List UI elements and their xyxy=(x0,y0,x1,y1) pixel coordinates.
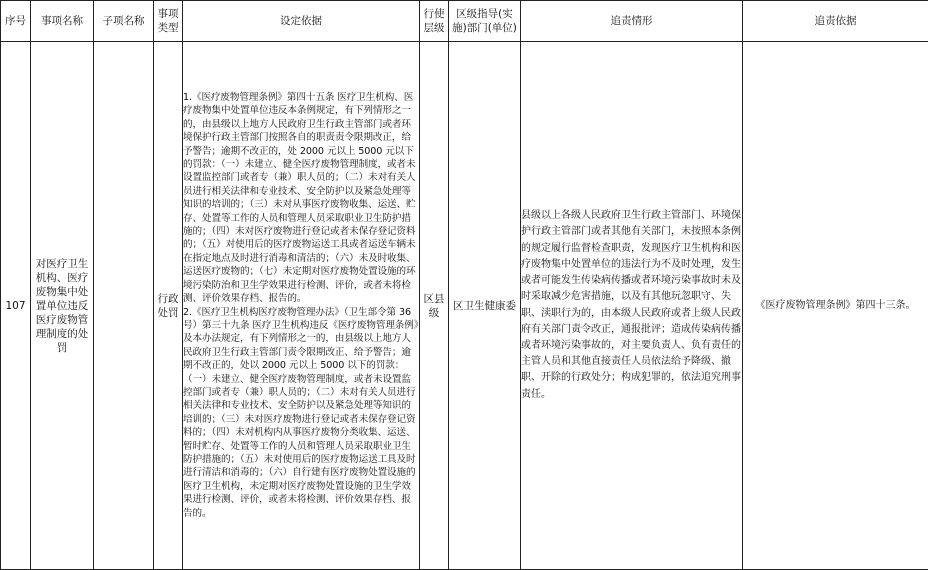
basis-paragraph-1: 1.《医疗废物管理条例》第四十五条 医疗卫生机构、医疗废物集中处置单位违反本条例规定，有下列情形之一的，由县级以上地方人民政府卫生行政主管部门或者环境保护行政主管部门按照各自的职责责令限期改正，给予警告；逾期不改正的，处 2000 元以上 5000 元以下的罚款：（一）未建立、健全医疗废物管理制度，或者未设置监控部门或者专（兼）职人员的；（二）未对有关人员进行相关法律和专业技术、安全防护以及紧急处理等知识的培训的；（三）未对从事医疗废物收集、运送、贮存、处置等工作的人员和管理人员采取职业卫生防护措施的；（四）未对医疗废物进行登记或者未保存登记资料的；（五）对使用后的医疗废物运送工具或者运送车辆未在指定地点及时进行消毒和清洁的；（六）未及时收集、运送医疗废物的；（七）未定期对医疗废物处置设施的环境污染防治和卫生学效果进行检测、评价，或者未将检测、评价效果存档、报告的。 xyxy=(183,92,416,305)
table-row xyxy=(1,42,928,570)
header-level-line2: 层级 xyxy=(423,22,445,34)
header-dept-line2: 施)部门(单位) xyxy=(452,22,517,34)
header-level-line1: 行使 xyxy=(423,8,445,20)
header-item-type-line1: 事项 xyxy=(157,8,179,20)
cell-subitem-name xyxy=(94,42,154,570)
cell-seq: 107 xyxy=(1,42,31,570)
header-subitem-name: 子项名称 xyxy=(94,1,154,42)
header-pursuit: 追责情形 xyxy=(521,1,743,42)
header-level xyxy=(420,1,449,42)
header-dept xyxy=(449,1,521,42)
header-dept-line1: 区级指导(实 xyxy=(456,8,513,20)
cell-level: 区县级 xyxy=(420,42,449,570)
header-basis: 设定依据 xyxy=(183,1,420,42)
cell-pursuit: 县级以上各级人民政府卫生行政主管部门、环境保护行政主管部门或者其他有关部门，未按照本条例的规定履行监督检查职责，发现医疗卫生机构和医疗废物集中处置单位的违法行为不及时处理，发生或者可能发生传染病传播或者环境污染事故时未及时采取减少危害措施，以及有其他玩忽职守、失职、渎职行为的，由本级人民政府或者上级人民政府有关部门责令改正，通报批评；造成传染病传播或者环境污染事故的，对主要负责人、负有责任的主管人员和其他直接责任人员依法给予降级、撤职、开除的行政处分；构成犯罪的，依法追究刑事责任。 xyxy=(521,42,743,570)
header-pursuit-basis: 追责依据 xyxy=(743,1,928,42)
cell-pursuit-basis: 《医疗废物管理条例》第四十三条。 xyxy=(743,42,928,570)
cell-item-type: 行政处罚 xyxy=(154,42,183,570)
cell-basis xyxy=(183,42,420,570)
cell-item-name: 对医疗卫生机构、医疗废物集中处置单位违反医疗废物管理制度的处罚 xyxy=(31,42,94,570)
header-item-type xyxy=(154,1,183,42)
header-row xyxy=(1,1,928,42)
header-item-type-line2: 类型 xyxy=(157,22,179,34)
header-seq: 序号 xyxy=(1,1,31,42)
basis-paragraph-2: 2.《医疗卫生机构医疗废物管理办法》（卫生部令第 36 号）第三十九条 医疗卫生机构违反《医疗废物管理条例》及本办法规定，有下列情形之一的，由县级以上地方人民政府卫生行政主管部门责令限期改正、给予警告；逾期不改正的，处以 2000 元以上 5000 以下的罚款：（一）未建立、健全医疗废物管理制度，或者未设置监控部门或者专（兼）职人员的；（二）未对有关人员进行相关法律和专业技术、安全防护以及紧急处理等知识的培训的；（三）未对医疗废物进行登记或者未保存登记资料的；（四）未对机构内从事医疗废物分类收集、运送、暂时贮存、处置等工作的人员和管理人员采取职业卫生防护措施的；（五）未对使用后的医疗废物运送工具及时进行清洁和消毒的；（六）自行建有医疗废物处置设施的医疗卫生机构，未定期对医疗废物处置设施的卫生学效果进行检测、评价，或者未将检测、评价效果存档、报告的。 xyxy=(183,306,419,519)
header-item-name: 事项名称 xyxy=(31,1,94,42)
cell-dept: 区卫生健康委 xyxy=(449,42,521,570)
